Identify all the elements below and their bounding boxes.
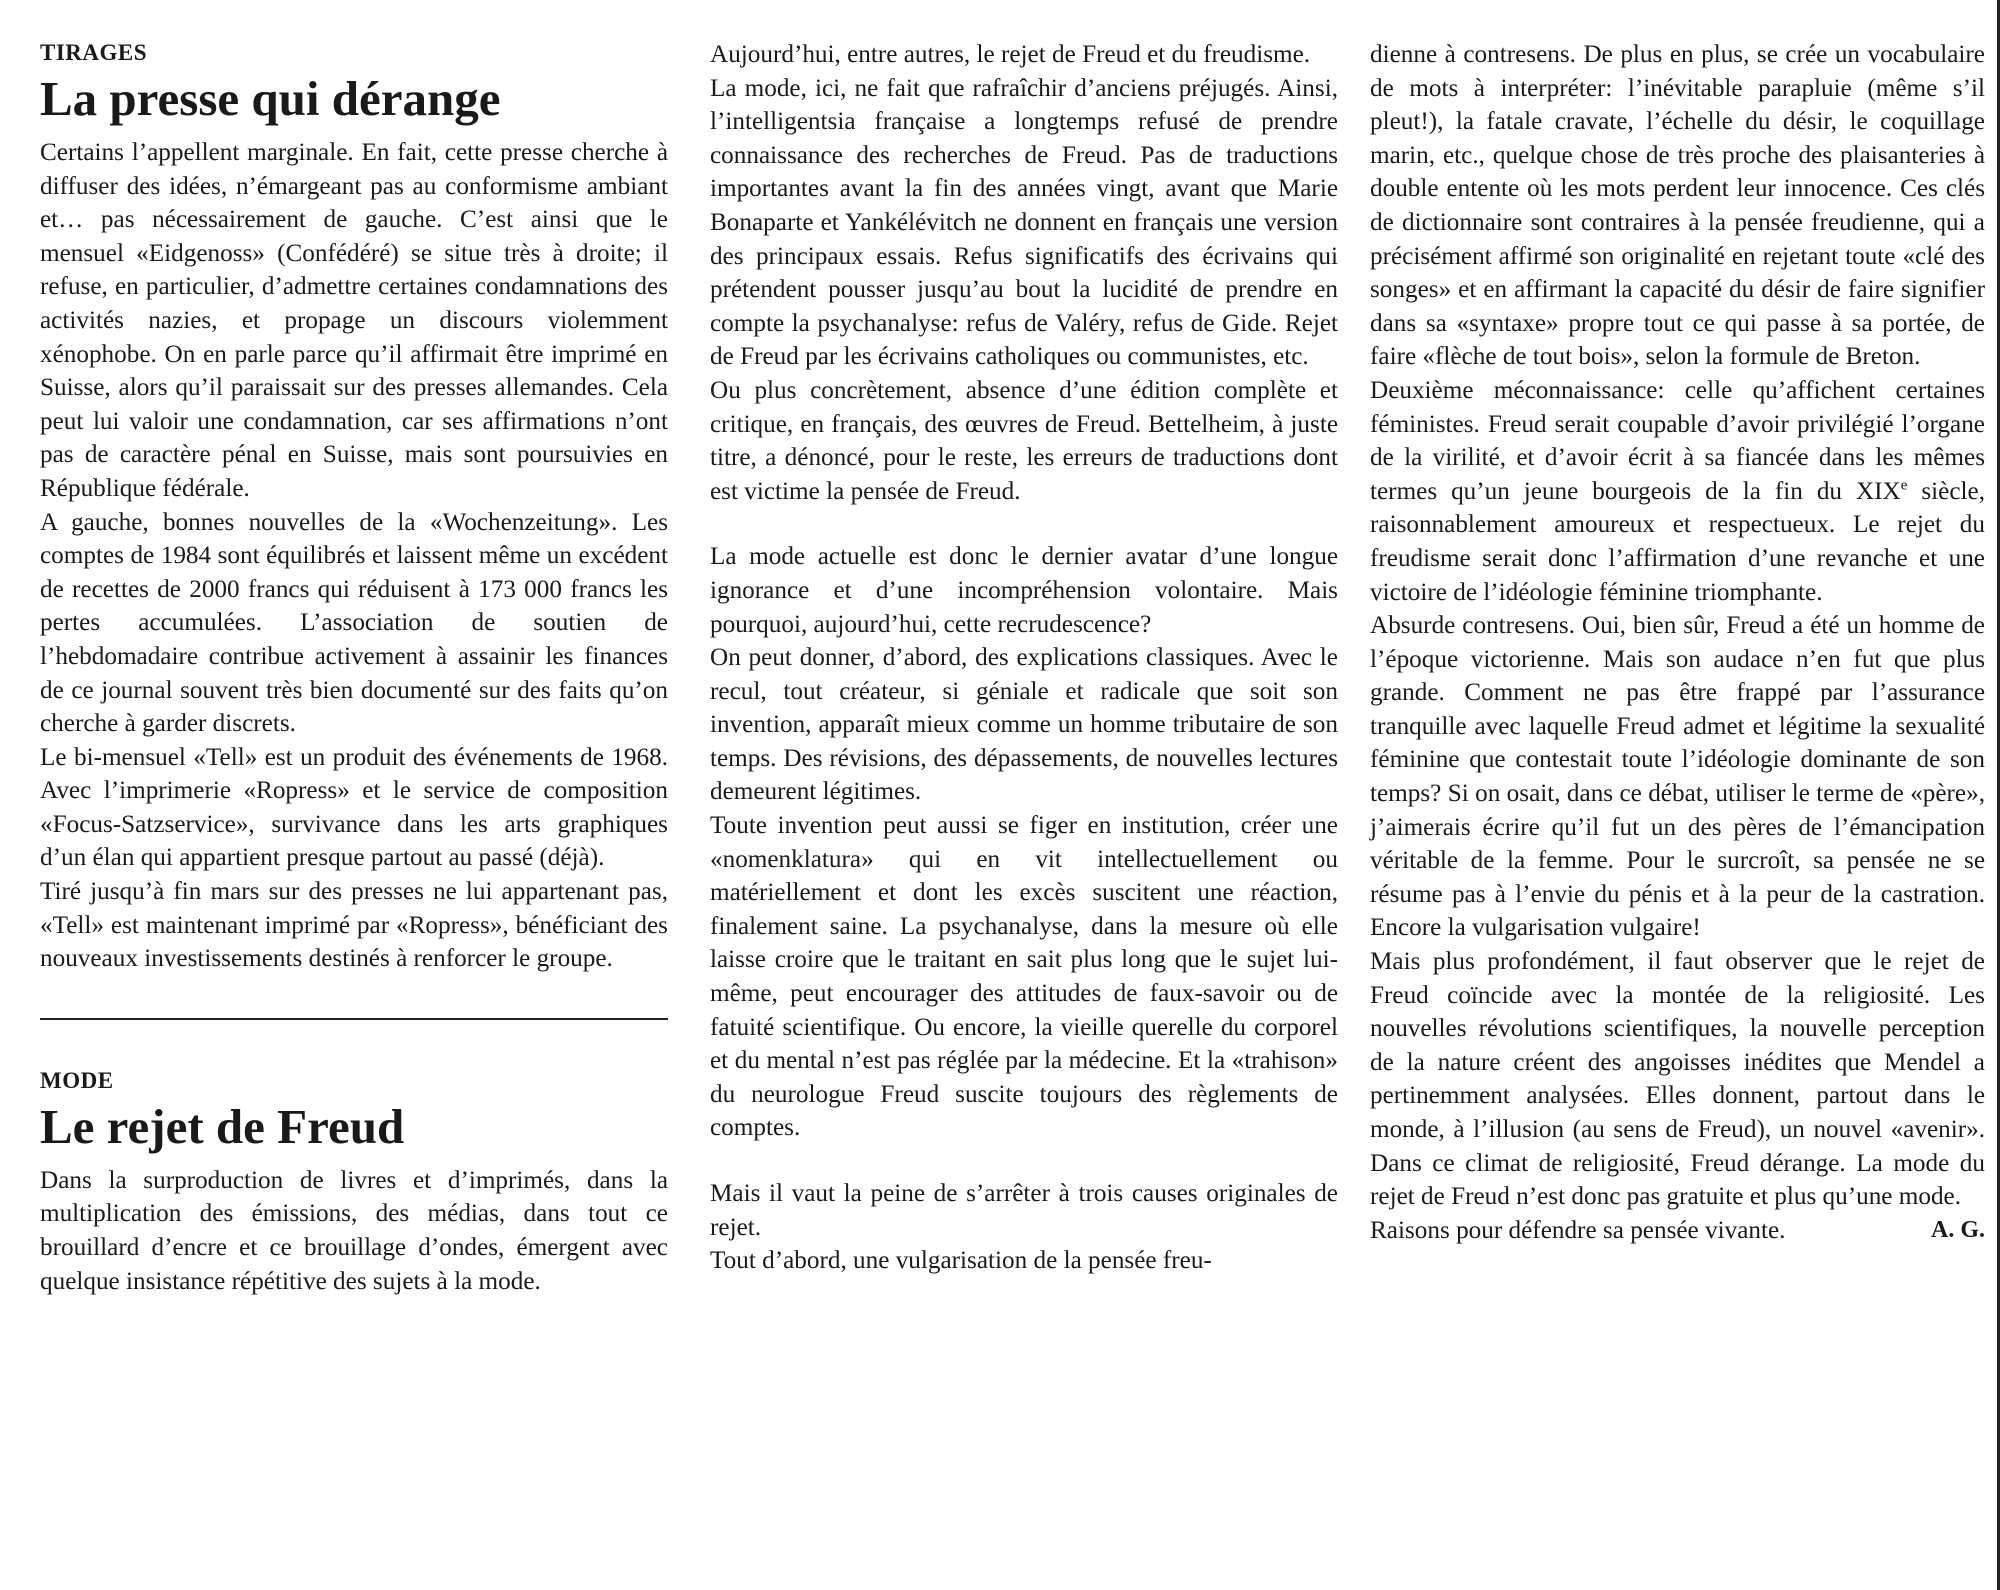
article1-paragraph: A gauche, bonnes nouvelles de la «Wochenzeitung». Les comptes de 1984 sont équilibrés et laissent même un excédent de recettes de 2000 francs qui réduisent à 173 000 francs les pertes accumulées. L’association de soutien de l’hebdomadaire contribue activement à assainir les finances de ce journal souvent très bien documenté sur des faits qu’on cherche à garder discrets. [40,508,668,738]
closing-line [1370,1214,1985,1248]
paragraph-gap [710,508,1338,540]
article2-paragraph: Toute invention peut aussi se figer en institution, créer une «nomenklatura» qui en vit intellectuellement ou matériellement et dont les excès suscitent une réaction, finalement saine. La psychanalyse, dans la mesure où elle laisse croire que le traitant en sait plus long que le sujet lui-même, peut encourager des attitudes de faux-savoir ou de fatuité scientifique. Ou encore, la vieille querelle du corporel et du mental n’est pas réglée par la médecine. Et la «trahison» du neurologue Freud suscite toujours des règlements de comptes. [710,812,1338,1142]
article2-paragraph: Mais plus profondément, il faut observer que le rejet de Freud coïncide avec la montée de la religiosité. Les nouvelles révolutions scientifiques, la nouvelle perception de la nature créent des angoisses inédites que Mendel a pertinemment analysées. Elles donnent, partout dans le monde, à l’illusion (au sens de Freud), un nouvel «avenir». Dans ce climat de religiosité, Freud dérange. La mode du rejet de Freud n’est donc pas gratuite et plus qu’une mode. [1370,948,1985,1211]
article2-paragraph: Dans la surproduction de livres et d’imprimés, dans la multiplication des émissions, des médias, dans tout ce brouillard d’encre et ce brouillage d’ondes, émergent avec quelque insistance répétitive des sujets à la mode. [40,1166,668,1295]
article2-paragraph: Aujourd’hui, entre autres, le rejet de Freud et du freudisme. [710,41,1311,68]
article2-paragraph: La mode, ici, ne fait que rafraîchir d’anciens préjugés. Ainsi, l’intelligentsia française a longtemps refusé de prendre connaissance des recherches de Freud. Pas de traductions importantes avant la fin des années vingt, avant que Marie Bonaparte et Yankélévitch ne donnent en français une version des principaux essais. Refus significatifs des écrivains qui prétendent pousser jusqu’au bout la lucidité de prendre en compte la psychanalyse: refus de Valéry, refus de Gide. Rejet de Freud par les écrivains catholiques ou communistes, etc. [710,74,1338,371]
column-3 [1370,38,1985,1247]
article2-paragraph: On peut donner, d’abord, des explications classiques. Avec le recul, tout créateur, si géniale et radicale que soit son invention, apparaît mieux comme un homme tributaire de son temps. Des révisions, des dépassements, de nouvelles lectures demeurent légitimes. [710,644,1338,806]
article2-paragraph: Ou plus concrètement, absence d’une édition complète et critique, en français, des œuvres de Freud. Bettelheim, à juste titre, a dénoncé, pour le reste, les erreurs de traductions dont est victime la pensée de Freud. [710,376,1338,505]
section-kicker-mode: MODE [40,1067,114,1093]
headline-freud: Le rejet de Freud [40,1098,405,1154]
article1-paragraph: Tiré jusqu’à fin mars sur des presses ne lui appartenant pas, «Tell» est maintenant imprimé par «Ropress», bénéficiant des nouveaux investissements destinés à renforcer le groupe. [40,878,668,973]
article1-paragraph: Certains l’appellent marginale. En fait, cette presse cherche à diffuser des idées, n’émargeant pas au conformisme ambiant et… pas nécessairement de gauche. C’est ainsi que le mensuel «Eidgenoss» (Confédéré) se situe très à droite; il refuse, en particulier, d’admettre certaines condamnations des activités nazies, et propage un discours violemment xénophobe. On en parle parce qu’il affirmait être imprimé en Suisse, alors qu’il paraissait sur des presses allemandes. Cela peut lui valoir une condamnation, car ses affirmations n’ont pas de caractère pénal en Suisse, mais sont poursuivies en République fédérale. [40,139,668,502]
article2-paragraph [1370,374,1985,609]
closing-text: Raisons pour défendre sa pensée vivante. [1370,1216,1786,1244]
article2-paragraph: Absurde contresens. Oui, bien sûr, Freud a été un homme de l’époque victorienne. Mais son audace n’en fut que plus grande. Comment ne pas être frappé par l’assurance tranquille avec laquelle Freud admet et légitime la sexualité féminine que contestait toute l’idéologie dominante de son temps? Si on osait, dans ce débat, utiliser le terme de «père», j’aimerais écrire qu’il fut un des pères de l’émancipation véritable de la femme. Pour le surcroît, sa pensée ne se résume pas à l’envie du pénis et à la peur de la castration. Encore la vulgarisation vulgaire! [1370,612,1985,942]
author-signature: A. G. [1931,1216,1985,1243]
paragraph-gap [710,1145,1338,1177]
superscript-e: e [1900,477,1908,494]
section-divider [40,1018,668,1020]
paragraph-text: Deuxième méconnaissance: celle qu’affichent certaines féministes. Freud serait coupable d’avoir privilégié l’organe de la virilité, et d’avoir écrit à sa fiancée dans les mêmes termes qu’un jeune bourgeois de la fin du XIX [1370,376,1985,505]
headline-presse: La presse qui dérange [40,71,501,126]
column-2 [710,38,1338,1278]
article2-paragraph: dienne à contresens. De plus en plus, se crée un vocabulaire de mots à interpréter: l’inévitable parapluie (même s’il pleut!), la fatale cravate, l’échelle du désir, le coquillage marin, etc., quelque chose de très proche des plaisanteries à double entente où les mots perdent leur innocence. Ces clés de dictionnaire sont contraires à la pensée freudienne, qui a précisément affirmé son originalité en rejetant toute «clé des songes» et en affirmant la capacité du désir de faire signifier dans sa «syntaxe» propre tout ce qui passe à sa portée, de faire «flèche de tout bois», selon la formule de Breton. [1370,41,1985,371]
article2-paragraph: Mais il vaut la peine de s’arrêter à trois causes originales de rejet. [710,1180,1338,1241]
column-1 [40,38,668,1298]
paragraph-text: siècle, raisonnablement amoureux et respectueux. Le rejet du freudisme serait donc l’affirmation d’une revanche et une victoire de l’idéologie féminine triomphante. [1370,477,1985,606]
article2-paragraph: Tout d’abord, une vulgarisation de la pensée freu- [710,1247,1212,1275]
article2-paragraph: La mode actuelle est donc le dernier avatar d’une longue ignorance et d’une incompréhension volontaire. Mais pourquoi, aujourd’hui, cette recrudescence? [710,543,1338,638]
section-kicker-tirages: TIRAGES [40,40,148,65]
article1-paragraph: Le bi-mensuel «Tell» est un produit des événements de 1968. Avec l’imprimerie «Ropress» et le service de composition «Focus-Satzservice», survivance dans les arts graphiques d’un élan qui appartient presque partout au passé (déjà). [40,743,668,872]
